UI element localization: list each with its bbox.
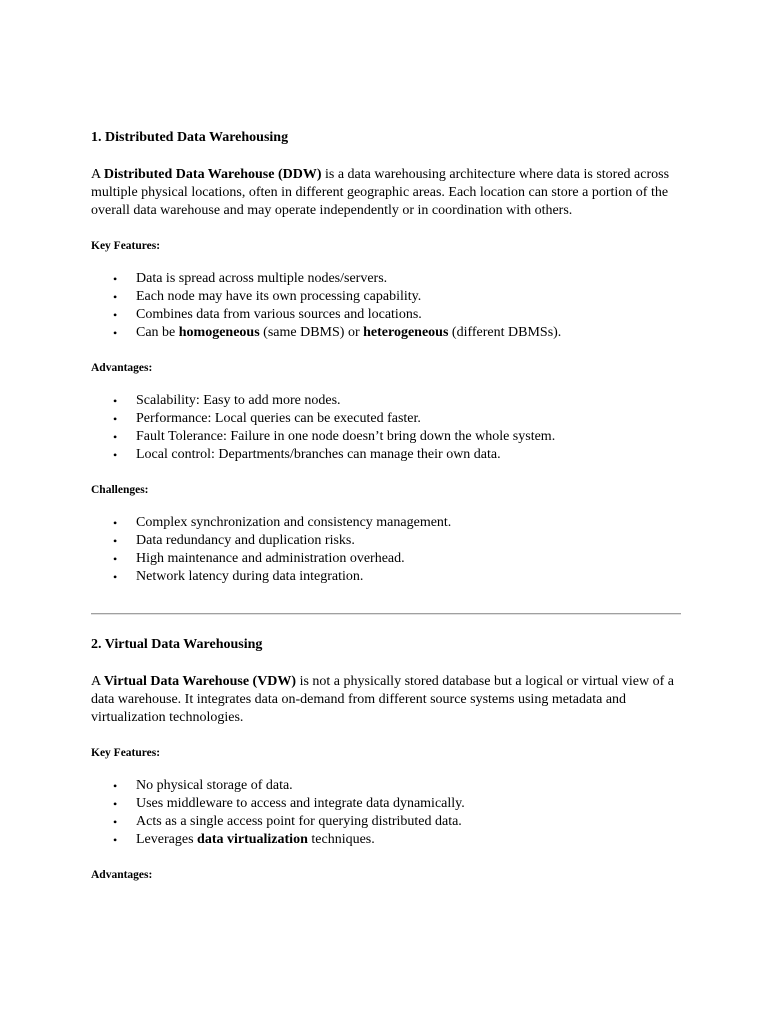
bullet-icon: •: [113, 308, 118, 322]
section2-heading: 2. Virtual Data Warehousing: [91, 637, 263, 652]
list-item: • Complex synchronization and consistency management.: [113, 515, 452, 530]
list-item: • Uses middleware to access and integrate data dynamically.: [113, 796, 465, 811]
list-item: • Leverages data virtualization techniques.: [113, 832, 375, 847]
list-item: • Data is spread across multiple nodes/servers.: [113, 271, 388, 286]
bullet-icon: •: [113, 290, 118, 304]
section1-advantages-list: [91, 392, 681, 464]
list-item: • Fault Tolerance: Failure in one node doesn’t bring down the whole system.: [113, 429, 556, 444]
section1-challenges-heading: Challenges:: [91, 484, 149, 496]
list-item: • Each node may have its own processing capability.: [113, 289, 422, 304]
vdw-term: Virtual Data Warehouse (VDW): [103, 674, 297, 689]
section1-intro: A Distributed Data Warehouse (DDW) is a data warehousing architecture where data is stored across multiple physical locations, often in different geographic areas. Each location can store a portion of the overall data warehouse and may operate independently or in coordination with others.: [91, 167, 670, 218]
document-content: [91, 128, 681, 883]
section2-key-features-heading: Key Features:: [91, 747, 161, 759]
list-item: • Acts as a single access point for querying distributed data.: [113, 814, 462, 829]
list-item: • High maintenance and administration overhead.: [113, 551, 405, 566]
bullet-icon: •: [113, 797, 118, 811]
section1-key-features-list: [91, 270, 681, 342]
section1-advantages-heading: Advantages:: [91, 362, 153, 374]
list-item: • Local control: Departments/branches can manage their own data.: [113, 447, 501, 462]
list-item: • Can be homogeneous (same DBMS) or heterogeneous (different DBMSs).: [113, 325, 562, 340]
section1-key-features-heading: Key Features:: [91, 240, 161, 252]
bullet-icon: •: [113, 534, 118, 548]
list-item: • Scalability: Easy to add more nodes.: [113, 393, 341, 408]
bullet-icon: •: [113, 394, 118, 408]
list-item: • Combines data from various sources and locations.: [113, 307, 422, 322]
bullet-icon: •: [113, 272, 118, 286]
bullet-icon: •: [113, 326, 118, 340]
bullet-icon: •: [113, 815, 118, 829]
bullet-icon: •: [113, 552, 118, 566]
section2-advantages-heading: Advantages:: [91, 869, 153, 881]
bullet-icon: •: [113, 833, 118, 847]
list-item: • Network latency during data integration.: [113, 569, 364, 584]
list-item: • No physical storage of data.: [113, 778, 293, 793]
bullet-icon: •: [113, 516, 118, 530]
bullet-icon: •: [113, 430, 118, 444]
bullet-icon: •: [113, 412, 118, 426]
bullet-icon: •: [113, 448, 118, 462]
bullet-icon: •: [113, 570, 118, 584]
bullet-icon: •: [113, 779, 118, 793]
section1-heading: 1. Distributed Data Warehousing: [91, 130, 289, 145]
list-item: • Performance: Local queries can be executed faster.: [113, 411, 421, 426]
section2-intro: A Virtual Data Warehouse (VDW) is not a physically stored database but a logical or virtual view of a data warehouse. It integrates data on-demand from different source systems using metadata and virtualization technologies.: [91, 674, 674, 725]
list-item: • Data redundancy and duplication risks.: [113, 533, 355, 548]
section2-key-features-list: [91, 777, 681, 849]
ddw-term: Distributed Data Warehouse (DDW): [103, 167, 322, 182]
section1-challenges-list: [91, 514, 681, 586]
